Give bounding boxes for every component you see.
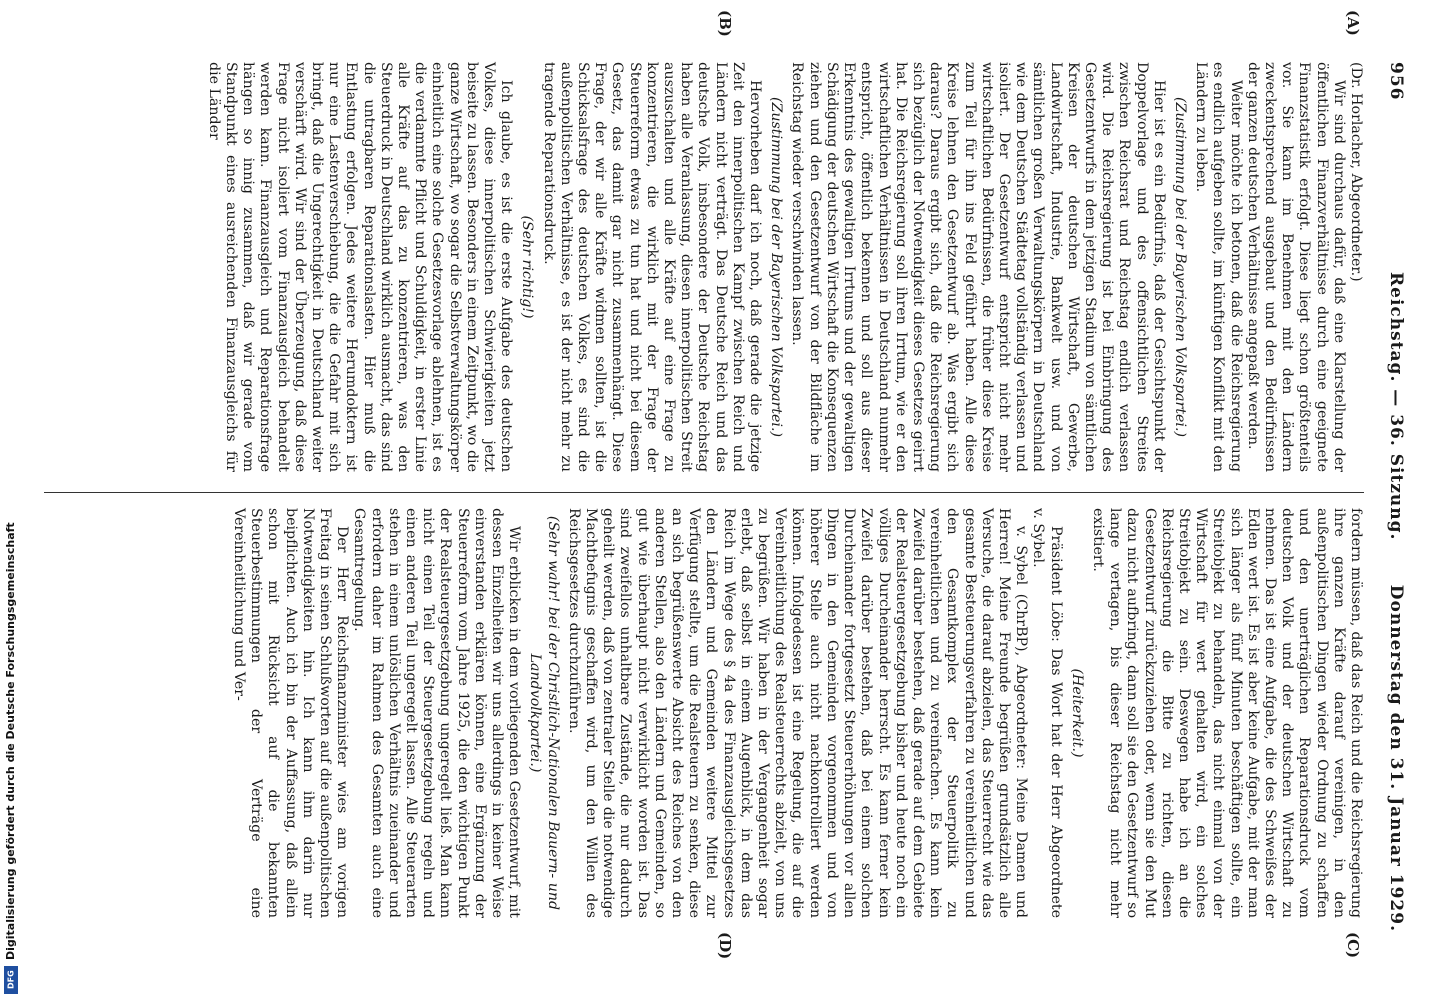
margin-marker-c: (C): [1344, 932, 1362, 959]
paragraph: Wir sind durchaus dafür, daß eine Klarstellung der öffentlichen Finanzverhältnisse durch eine geeignete Finanzstatistik erfolgt. Diese liegt schon größtenteils vor. Sie kann im Benehmen mit den Ländern zweckentsprechend ausgebaut und den Bedürfnissen der ganzen deutschen Verhältnisse angepaßt werden.: [1244, 62, 1347, 472]
interjection: (Zustimmung bei der Bayerischen Volkspartei.): [1171, 96, 1188, 438]
paragraph: fordern müssen, daß das Reich und die Reichsregierung ihre ganzen Kräfte darauf vereinigen, in den außenpolitischen Dingen wieder Ordnung zu schaffen und den unerträglichen Reparationsdruck vom deutschen Volk und der deutschen Wirtschaft zu nehmen. Das ist eine Aufgabe, die des Schweißes der Edlen wert ist. Es ist aber keine Aufgabe, mit der man sich länger als fünf Minuten beschäftigen sollte, ein Streitobjekt zu behandeln, das nicht einmal von der Wirtschaft für wert gehalten wird, ein solches Streitobjekt zu sein. Deswegen habe ich an die Reichsregierung die Bitte zu richten, diesen Gesetzentwurf zurückzuziehen oder, wenn sie den Mut dazu nicht aufbringt, dann soll sie den Gesetzentwurf so lange vertagen, bis dieser Reichstag nicht mehr existiert.: [1089, 508, 1364, 918]
interjection: (Zustimmung bei der Bayerischen Volkspartei.): [768, 96, 785, 438]
left-column: [205, 62, 1364, 472]
speaker-paragraph: v. Sybel (ChrBP), Abgeordneter: Meine Damen und Herren! Meine Freunde begrüßen grundsätzlich alle Versuche, die darauf abzielen, das Steuerrecht wie das gesamte Besteuerungsverfahren zu vereinheitlichen und den Gesamtkomplex der Steuerpolitik zu vereinheitlichen und zu vereinfachen. Es kann kein Zweifel darüber bestehen, daß gerade auf dem Gebiete der Realsteuergesetzgebung bisher und heute noch ein völliges Durcheinander herrscht. Es kann ferner kein Zweifel darüber bestehen, daß bei einem solchen Durcheinander fortgesetzt Steuererhöhungen vor allen Dingen in den Gemeinden vorgenommen und von höherer Stelle auch nicht nachkontrolliert werden können. Infolgedessen ist eine Regelung, die auf die Vereinheitlichung des Realsteuerrechts abzielt, von uns zu begrüßen. Wir haben in der Vergangenheit sogar erlebt, daß selbst in einem Augenblick, in dem das Reich im Wege des § 4a des Finanzausgleichsgesetzes den Ländern und Gemeinden weitere Mittel zur Verfügung stellte, um die Realsteuern zu senken, diese an sich begrüßenswerte Absicht des Reiches von den anderen Stellen, also den Ländern und Gemeinden, so gut wie überhaupt nicht verwirklicht worden ist. Das sind zweifellos unhaltbare Zustände, die nur dadurch geheilt werden, daß von zentraler Stelle die notwendige Machtbefugnis geschaffen wird, um den Willen des Reichsgesetzes durchzuführen.: [565, 508, 1030, 918]
interjection: (Sehr wahr! bei der Christlich-Nationalen Bauern- und Landvolkpartei.): [527, 515, 561, 911]
page-title: Reichstag. — 36. Sitzung.: [1386, 272, 1406, 541]
interjection: (Sehr richtig!): [519, 215, 536, 319]
page-header: [1384, 62, 1406, 932]
paragraph: Der Herr Reichsfinanzminister wies am vorigen Freitag in seinen Schlußworten auf die außenpolitischen Notwendigkeiten hin. Ich kann ihm darin nur beipflichten. Auch ich bin der Auffassung, daß allein schon mit Rücksicht auf die bekannten Steuerbestimmungen der Verträge eine Vereinheitlichung und Ver-: [231, 508, 351, 918]
speaker-paragraph: Präsident Löbe: Das Wort hat der Herr Abgeordnete v. Sybel.: [1030, 508, 1064, 918]
paragraph: Hier ist es ein Bedürfnis, daß der Gesichtspunkt der Doppelvorlage und des offensichtlichen Streites zwischen Reichsrat und Reichstag endlich verlassen wird. Die Reichsregierung ist bei Einbringung des Gesetzentwurfs in dem jetzigen Stadium von sämtlichen Kreisen der deutschen Wirtschaft, Gewerbe, Landwirtschaft, Industrie, Bankwelt usw. und von sämtlichen großen Verwaltungskörpern in Deutschland wie dem Deutschen Städtetag vollständig verlassen und isoliert. Der Gesetzentwurf entspricht nicht mehr wirtschaftlichen Bedürfnissen, die früher diese Kreise zum Teil für ihn ins Feld geführt haben. Alle diese Kreise lehnen den Gesetzentwurf ab. Was ergibt sich daraus? Daraus ergibt sich, daß die Reichsregierung sich bezüglich der Notwendigkeit dieses Gesetzes geirrt hat. Die Reichsregierung soll ihren Irrtum, wie er den wirtschaftlichen Verhältnissen in Deutschland nunmehr entspricht, öffentlich bekennen und soll aus dieser Erkenntnis des gewaltigen Irrtums und der gewaltigen Schädigung der deutschen Wirtschaft die Konsequenzen ziehen und den Gesetzentwurf von der Bildfläche im Reichstag wieder verschwinden lassen.: [789, 62, 1167, 472]
page-date: Donnerstag den 31. Januar 1929.: [1386, 584, 1406, 932]
speaker-name: (Dr. Horlacher, Abgeordneter.): [1348, 62, 1364, 282]
paragraph: Wir erblicken in dem vorliegenden Gesetzentwurf, mit dessen Einzelheiten wir uns allerdings in keiner Weise einverstanden erklären können, eine Ergänzung der Steuerreform vom Jahre 1925, die den wichtigen Punkt der Realsteuergesetzgebung ungeregelt ließ. Man kann nicht einen Teil der Steuergesetzgebung regeln und einen anderen Teil ungeregelt lassen. Alle Steuerarten stehen in einem unlöslichen Verhältnis zueinander und erfordern daher im Rahmen des Gesamten auch eine Gesamtregelung.: [351, 508, 523, 918]
paragraph: Weiter möchte ich betonen, daß die Reichsregierung es endlich aufgeben sollte, im künftigen Konflikt mit den Ländern zu leben.: [1193, 62, 1244, 472]
right-column: [230, 508, 1364, 918]
margin-marker-a: (A): [1344, 10, 1362, 36]
paragraph: Hervorheben darf ich noch, daß gerade die jetzige Zeit den innerpolitischen Kampf zwischen Reich und Ländern nicht verträgt. Das Deutsche Reich und das deutsche Volk, insbesondere der Deutsche Reichstag haben alle Veranlassung, diesen innerpolitischen Streit auszuschalten und alle Kräfte auf eine Frage zu konzentrieren, die wirklich mit der Frage der Steuerreform etwas zu tun hat und nicht bei diesem Gesetz, das damit gar nicht zusammenhängt. Diese Frage, der wir alle Kräfte widmen sollten, ist die Schicksalsfrage des deutschen Volkes, es sind die außenpolitischen Verhältnisse, es ist der nicht mehr zu tragende Reparationsdruck.: [540, 62, 764, 472]
margin-marker-b: (B): [716, 10, 734, 37]
interjection: (Heiterkeit.): [1068, 668, 1085, 758]
page-number: 956: [1386, 62, 1406, 101]
column-divider: [44, 492, 1364, 493]
paragraph: Ich glaube, es ist die erste Aufgabe des deutschen Volkes, diese innerpolitischen Schwierigkeiten jetzt beiseite zu lassen. Besonders in einem Zeitpunkt, wo die ganze Wirtschaft, wo sogar die Selbstverwaltungskörper einheitlich eine solche Gesetzesvorlage ablehnen, ist es die verdammte Pflicht und Schuldigkeit, in erster Linie alle Kräfte auf das zu konzentrieren, was den Steuerdruck in Deutschland wirklich ausmacht, das sind die untragbaren Reparationslasten. Hier muß die Entlastung erfolgen. Jedes weitere Herumdoktern ist nur eine Lastenverschiebung, die die Gefahr mit sich bringt, daß die Ungerechtigkeit in Deutschland weiter verschärft wird. Wir sind der Überzeugung, daß diese Frage nicht isoliert vom Finanzausgleich behandelt werden kann. Finanzausgleich und Reparationsfrage hängen so innig zusammen, daß wir gerade vom Standpunkt eines ausreichenden Finanzausgleichs für die Länder: [205, 62, 515, 472]
digitization-credit: Digitalisierung gefördert durch die Deutsche Forschungsgemeinschaft: [4, 522, 17, 960]
margin-marker-d: (D): [716, 932, 734, 960]
dfg-logo-icon: DFG: [4, 966, 18, 994]
